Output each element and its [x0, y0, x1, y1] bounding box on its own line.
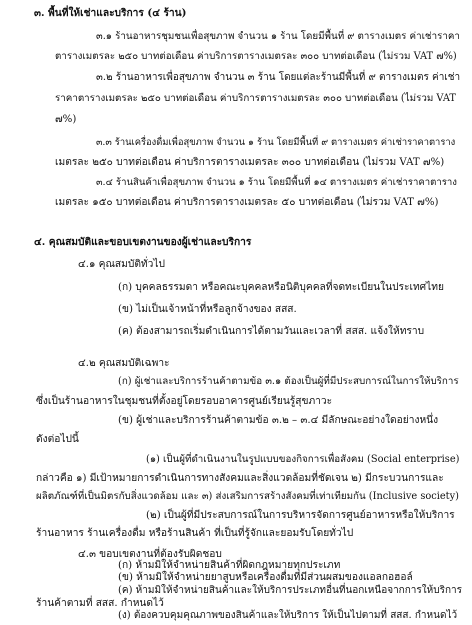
section-3-line: ๓.๒ ร้านอาหารเพื่อสุขภาพ จำนวน ๓ ร้าน โดยแต่ละร้านมีพื้นที่ ๙ ตารางเมตร ค่าเช่า [96, 72, 461, 83]
subsection-4-3-line: (ง) ต้องควบคุมคุณภาพของสินค้าและให้บริการ ให้เป็นไปตามที่ สสส. กำหนดไว้ [118, 610, 458, 621]
subsection-4-2-line: (ก) ผู้เช่าและบริการร้านค้าตามข้อ ๓.๑ ต้องเป็นผู้ที่มีประสบการณ์ในการให้บริการ [118, 376, 459, 387]
section-4-heading: ๔. คุณสมบัติและขอบเขตงานของผู้เช่าและบริการ [34, 236, 252, 248]
section-3-line: เมตรละ ๑๕๐ บาทต่อเดือน ค่าบริการตารางเมตรละ ๕๐ บาทต่อเดือน (ไม่รวม VAT ๗%) [55, 197, 439, 208]
subsection-4-3-line: (ค) ห้ามมิให้จำหน่ายสินค้าและให้บริการประเภทอื่นที่นอกเหนือจากการให้บริการ [118, 585, 463, 596]
subsection-4-2-line: ร้านอาหาร ร้านเครื่องดื่ม หรือร้านสินค้า ที่เป็นที่รู้จักและยอมรับโดยทั่วไป [36, 528, 354, 539]
section-3-heading: ๓. พื้นที่ให้เช่าและบริการ (๔ ร้าน) [34, 7, 187, 19]
section-3-line: เมตรละ ๒๕๐ บาทต่อเดือน ค่าบริการตารางเมตรละ ๓๐๐ บาทต่อเดือน (ไม่รวม VAT ๗%) [55, 157, 445, 168]
subsection-4-2-line: (๑) เป็นผู้ที่ดำเนินงานในรูปแบบของกิจการเพื่อสังคม (Social enterprise) [146, 454, 460, 465]
subsection-4-2-heading: ๔.๒ คุณสมบัติเฉพาะ [78, 358, 170, 369]
subsection-4-3-line: ร้านค้าตามที่ สสส. กำหนดไว้ [36, 598, 164, 609]
subsection-4-2-line: กล่าวคือ ๑) มีเป้าหมายการดำเนินการทางสังคมและสิ่งแวดล้อมที่ชัดเจน ๒) มีกระบวนการและ [36, 473, 444, 484]
subsection-4-3-heading: ๔.๓ ขอบเขตงานที่ต้องรับผิดชอบ [78, 549, 222, 560]
section-3-line: ราคาตารางเมตรละ ๒๕๐ บาทต่อเดือน ค่าบริการตารางเมตรละ ๓๐๐ บาทต่อเดือน (ไม่รวม VAT [55, 93, 456, 104]
subsection-4-1-heading: ๔.๑ คุณสมบัติทั่วไป [78, 259, 165, 270]
subsection-4-1-item: (ค) ต้องสามารถเริ่มดำเนินการได้ตามวันและเวลาที่ สสส. แจ้งให้ทราบ [118, 326, 425, 337]
subsection-4-3-line: (ก) ห้ามมิให้จำหน่ายสินค้าที่ผิดกฎหมายทุกประเภท [118, 560, 341, 571]
section-3-line: ๗%) [55, 114, 77, 125]
subsection-4-1-item: (ก) บุคคลธรรมดา หรือคณะบุคคลหรือนิติบุคคลที่จดทะเบียนในประเทศไทย [118, 282, 444, 293]
section-3-line: ๓.๓ ร้านเครื่องดื่มเพื่อสุขภาพ จำนวน ๑ ร้าน โดยมีพื้นที่ ๙ ตารางเมตร ค่าเช่าราคาตาราง [96, 137, 456, 148]
subsection-4-2-line: ผลิตภัณฑ์ที่เป็นมิตรกับสิ่งแวดล้อม และ ๓) ส่งเสริมการสร้างสังคมที่เท่าเทียมกัน (Inclusive society) [36, 491, 459, 502]
section-3-line: ตารางเมตรละ ๒๕๐ บาทต่อเดือน ค่าบริการตารางเมตรละ ๓๐๐ บาทต่อเดือน (ไม่รวม VAT ๗%) [55, 51, 457, 62]
section-3-line: ๓.๔ ร้านสินค้าเพื่อสุขภาพ จำนวน ๑ ร้าน โดยมีพื้นที่ ๑๔ ตารางเมตร ค่าเช่าราคาตาราง [96, 177, 457, 188]
subsection-4-2-line: (๒) เป็นผู้ที่มีประสบการณ์ในการบริหารจัดการศูนย์อาหารหรือให้บริการ [146, 510, 455, 521]
subsection-4-3-line: (ข) ห้ามมิให้จำหน่ายยาสูบหรือเครื่องดื่มที่มีส่วนผสมของแอลกอฮอล์ [118, 572, 413, 583]
subsection-4-2-line: ซึ่งเป็นร้านอาหารในชุมชนที่ตั้งอยู่โดยรอบอาคารศูนย์เรียนรู้สุขภาวะ [36, 396, 333, 407]
subsection-4-1-item: (ข) ไม่เป็นเจ้าหน้าที่หรือลูกจ้างของ สสส. [118, 304, 297, 315]
subsection-4-2-line: ดังต่อไปนี้ [36, 434, 79, 445]
subsection-4-2-line: (ข) ผู้เช่าและบริการร้านค้าตามข้อ ๓.๒ – ๓.๔ มีลักษณะอย่างใดอย่างหนึ่ง [118, 415, 439, 426]
section-3-line: ๓.๑ ร้านอาหารชุมชนเพื่อสุขภาพ จำนวน ๑ ร้าน โดยมีพื้นที่ ๙ ตารางเมตร ค่าเช่าราคา [96, 31, 460, 42]
